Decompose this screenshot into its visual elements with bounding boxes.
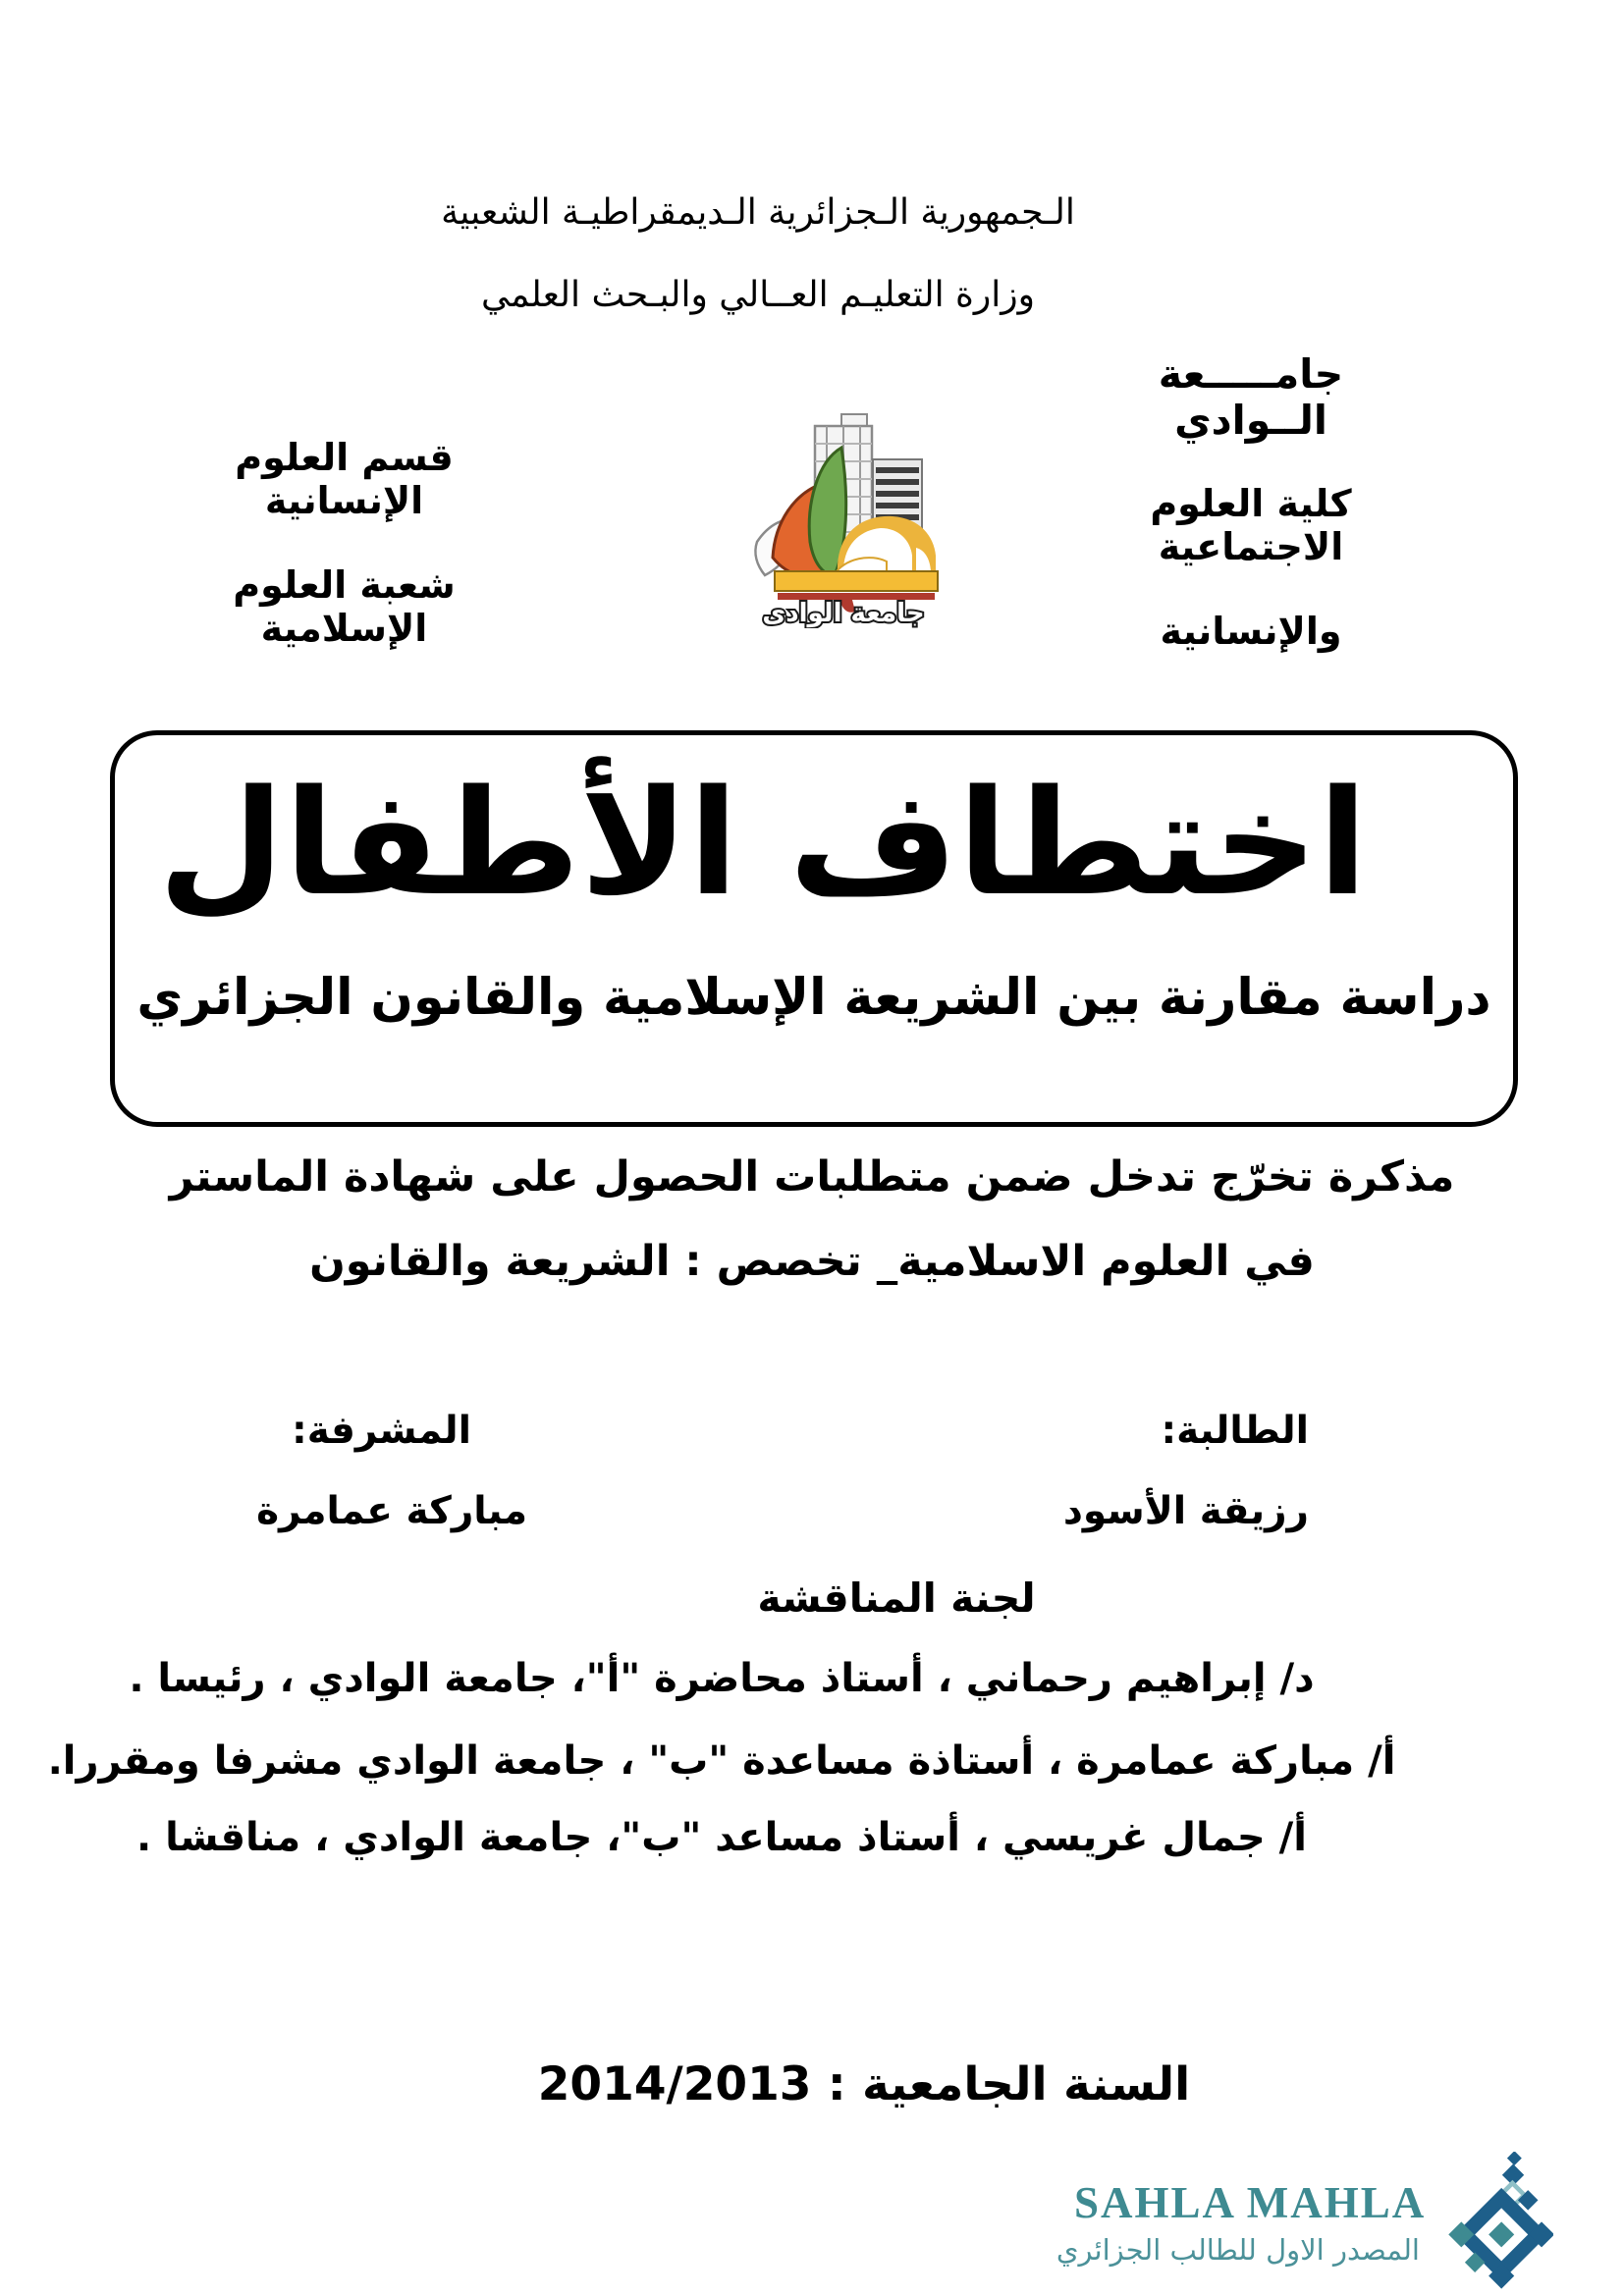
branch-line: شعبة العلوم الإسلامية	[233, 563, 456, 651]
kufic-calligraphy-icon	[1424, 2152, 1553, 2294]
supervisor-name: مباركة عمامرة	[256, 1488, 527, 1533]
brand-text	[1056, 2178, 1427, 2267]
committee-member-row: د/ إبراهيم رحماني ، أستاذ محاضرة "أ"، جامعة الوادي ، رئيسا .	[129, 1656, 1315, 1701]
year-wrap	[104, 2057, 1624, 2111]
student-label: الطالبة:	[1161, 1409, 1309, 1453]
committee-member-row: أ/ جمال غريسي ، أستاذ مساعد "ب"، جامعة الوادي ، مناقشا .	[136, 1815, 1307, 1860]
department-column	[175, 437, 514, 651]
committee-list	[0, 1656, 1443, 1861]
faculty-column	[1079, 351, 1423, 653]
university-name: جامـــــعة الــوادي	[1158, 350, 1344, 445]
memoir-line-2: في العلوم الاسلامية_ تخصص : الشريعة والقانون	[309, 1237, 1315, 1286]
republic-line: الـجمهورية الـجزائرية الـديمقراطيـة الشعبية	[441, 192, 1075, 233]
committee-title-wrap	[169, 1575, 1624, 1622]
leaves-icon	[755, 448, 845, 577]
faculty-line-1: كلية العلوم الاجتماعية	[1150, 482, 1352, 568]
title-box	[110, 730, 1518, 1127]
sahla-mahla-watermark	[1056, 2152, 1553, 2294]
brand-tagline: المصدر الاول للطالب الجزائري	[1056, 2233, 1420, 2267]
supervisor-label: المشرفة:	[292, 1409, 471, 1453]
committee-title: لجنة المناقشة	[757, 1575, 1036, 1622]
logo-banner-text: جامعة الوادى	[762, 599, 925, 628]
university-logo	[724, 410, 964, 628]
department-line: قسم العلوم الإنسانية	[235, 436, 454, 522]
book-base	[775, 571, 938, 591]
faculty-line-2: والإنسانية	[1160, 609, 1342, 653]
thesis-title: اختطاف الأطفال	[158, 759, 1368, 928]
memoir-line-1: مذكرة تخرّج تدخل ضمن متطلبات الحصول على شهادة الماستر	[169, 1152, 1455, 1201]
thesis-subtitle: دراسة مقارنة بين الشريعة الإسلامية والقانون الجزائري	[136, 968, 1491, 1027]
ministry-line: وزارة التعليـم العــالي والبـحث العلمي	[480, 275, 1036, 315]
committee-member-row: أ/ مباركة عمامرة ، أستاذة مساعدة "ب" ، جامعة الوادي مشرفا ومقررا.	[47, 1738, 1396, 1784]
student-block	[1063, 1410, 1309, 1534]
student-name: رزيقة الأسود	[1062, 1488, 1309, 1533]
brand-name: SAHLA MAHLA	[1074, 2178, 1427, 2227]
university-logo-graphic	[724, 410, 964, 628]
academic-year: السنة الجامعية : 2014/2013	[537, 2057, 1191, 2111]
supervisor-block	[256, 1410, 527, 1534]
